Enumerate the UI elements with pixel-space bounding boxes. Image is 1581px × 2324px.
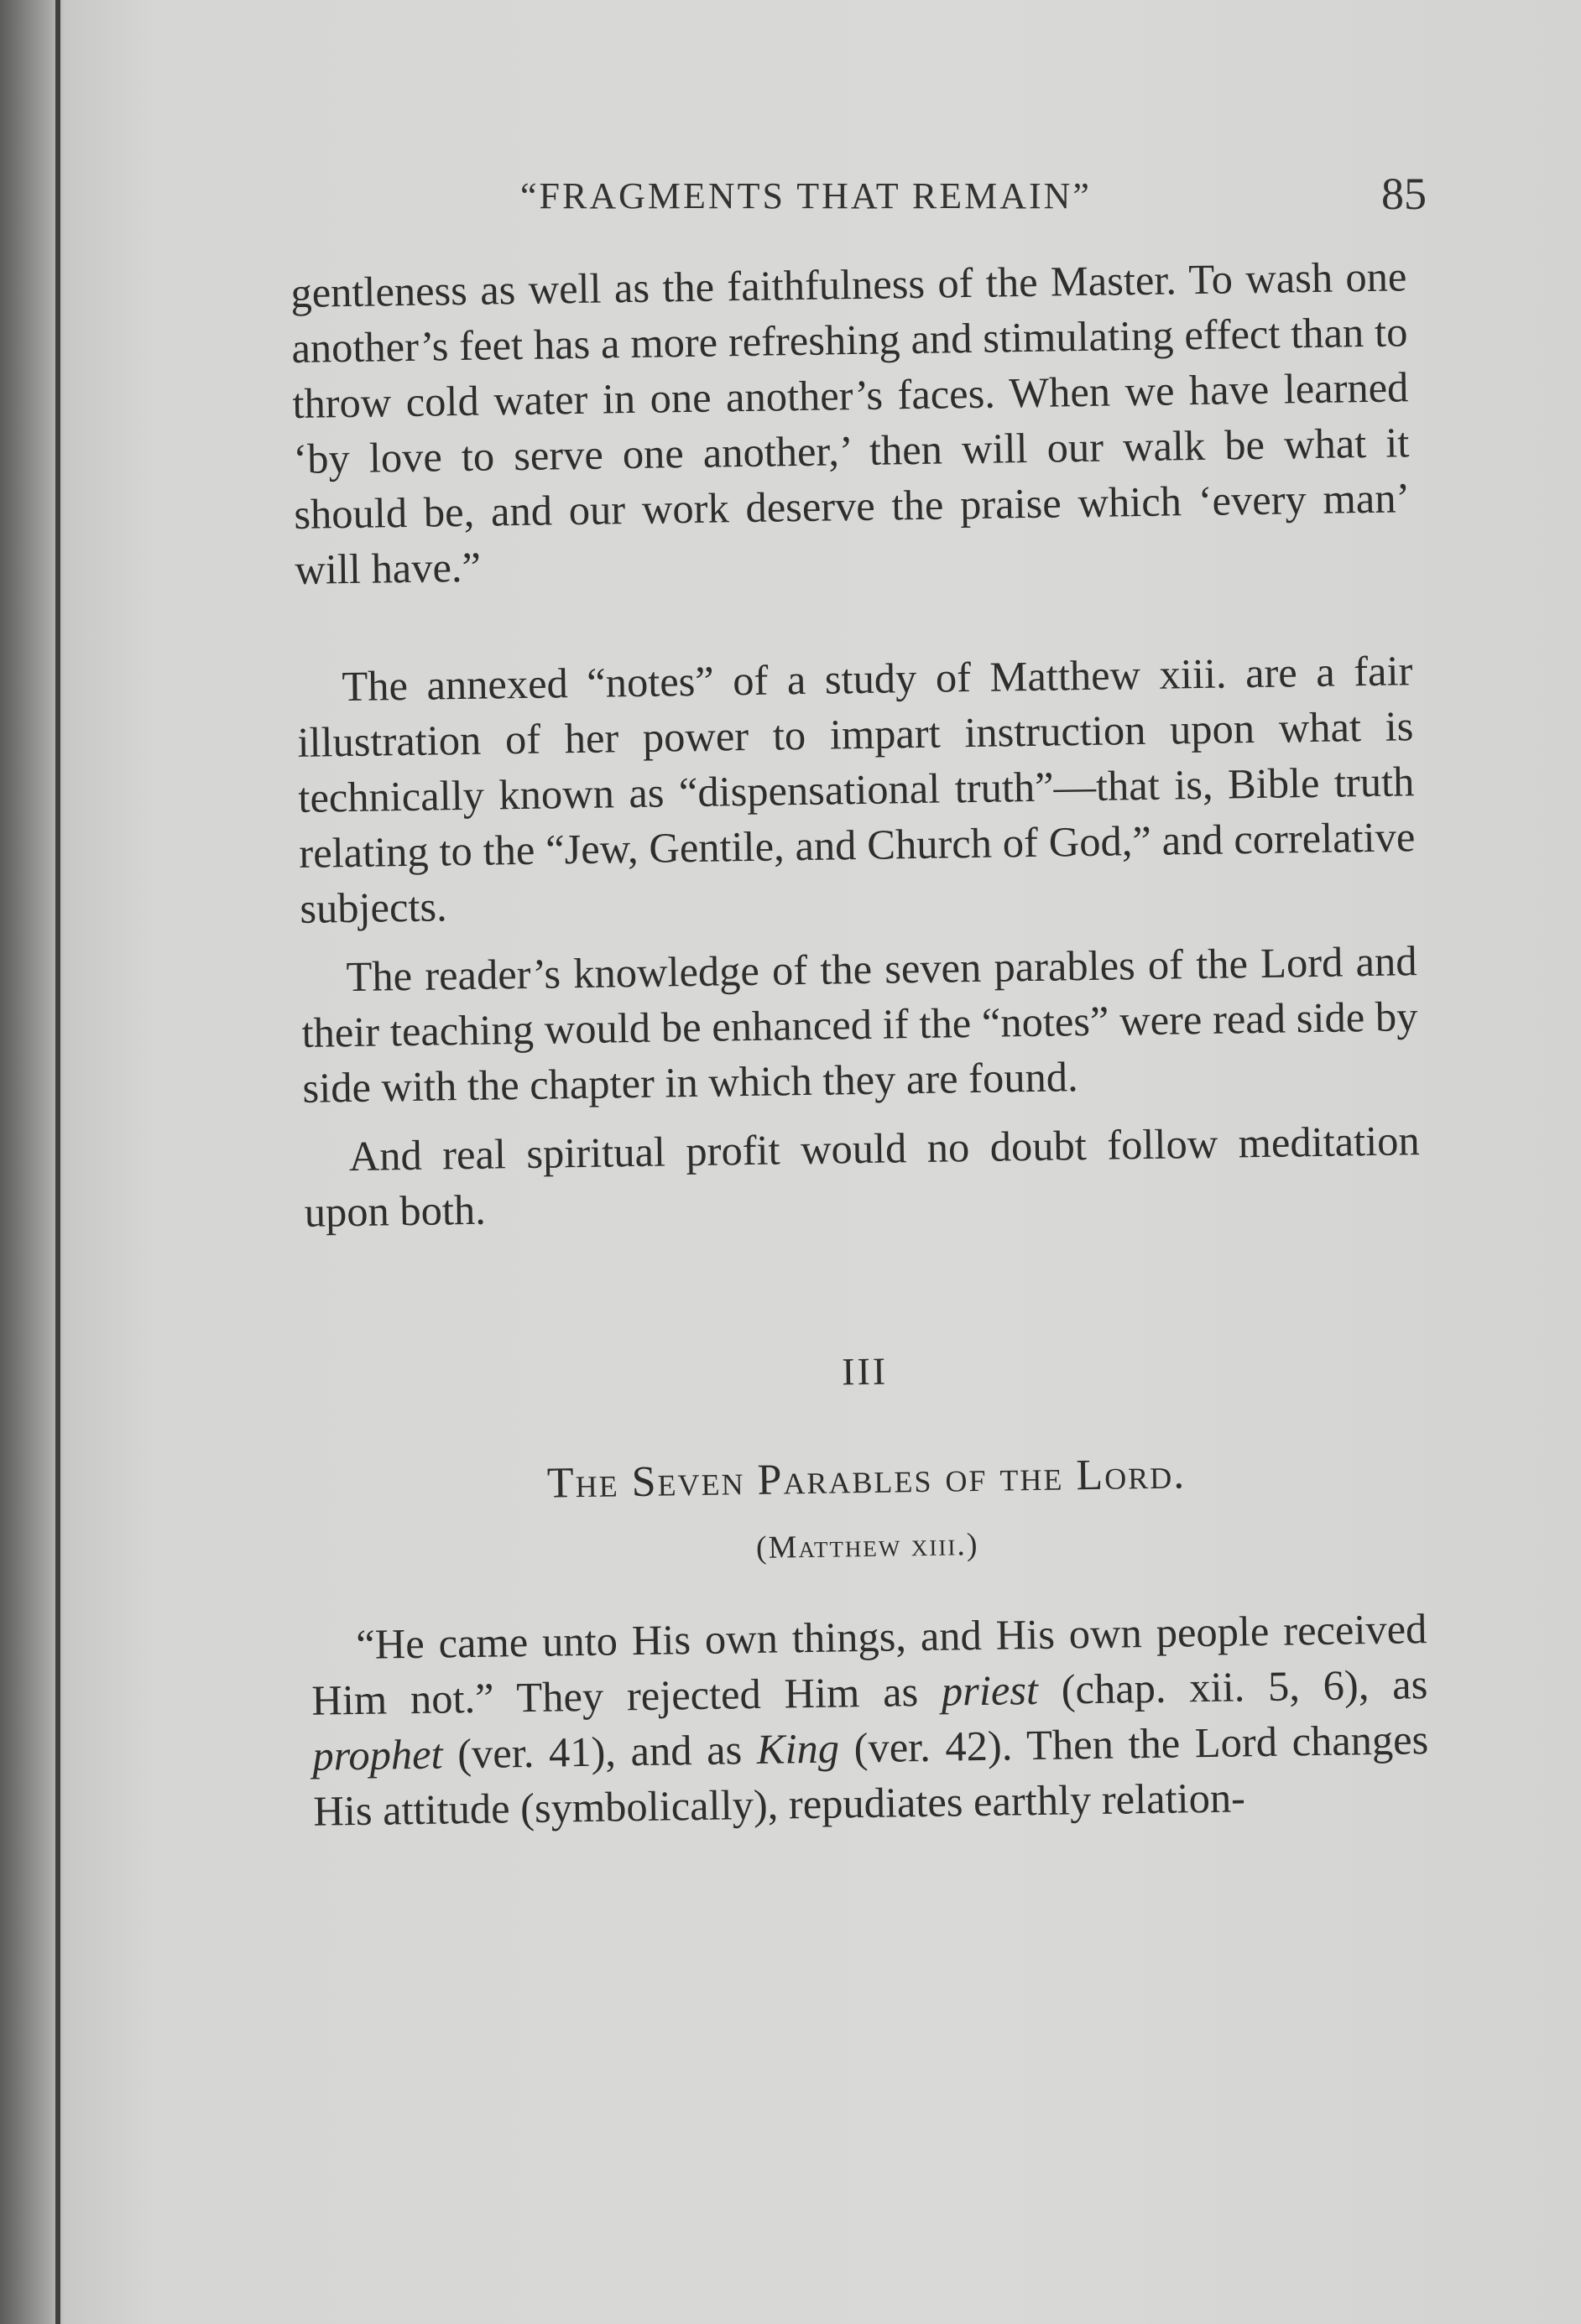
text-run: (chap. xii. 5, 6), as — [1037, 1660, 1428, 1713]
text-run: (ver. 41), and as — [442, 1725, 758, 1778]
section-subtitle: (Matthew xiii.) — [755, 1526, 979, 1566]
running-head: “FRAGMENTS THAT REMAIN” — [520, 175, 1092, 216]
emphasis-prophet: prophet — [311, 1730, 443, 1779]
paragraph-continued: gentleness as well as the faithfulness of the Master. To wash one another’s feet has a more refreshing and stimulating effect than to throw cold water in one another’s faces. When we have learned ‘by love to serve one another,’ then will our walk be what it should be, and our work deserve the praise which ‘every man’ will have.” — [290, 253, 1411, 593]
page-header — [453, 168, 1427, 227]
paragraph-readers-knowledge: The reader’s knowledge of the seven parables of the Lord and their teaching would be enhanced if the “notes” were read side by side with the chapter in which they are found. — [301, 937, 1418, 1112]
emphasis-priest: priest — [941, 1665, 1039, 1715]
emphasis-king: King — [756, 1724, 840, 1773]
text-run: (ver. 42). Then the Lord changes His attitude (symbolically), repudiates earthly relation- — [312, 1716, 1429, 1835]
paragraph-opening-quote — [310, 1601, 1430, 1839]
gutter-line — [55, 0, 60, 2324]
section-number: III — [841, 1349, 889, 1394]
section-title: The Seven Parables of the Lord. — [546, 1450, 1187, 1508]
page-body — [290, 248, 1430, 1839]
paragraph-spiritual-profit: And real spiritual profit would no doubt follow meditation upon both. — [304, 1117, 1421, 1236]
text-run: “He came unto His own things, and His own people received Him not.” They rejected Him as — [310, 1605, 1427, 1724]
paragraph-notes-intro: The annexed “notes” of a study of Matthew xiii. are a fair illustration of her power to impart instruction upon what is technically known as “dispensational truth”—that is, Bible truth relating to the “Jew, Gentile, and Church of God,” and correlative subjects. — [297, 647, 1416, 932]
page-number: 85 — [1381, 169, 1427, 219]
book-page — [65, 0, 1581, 2324]
